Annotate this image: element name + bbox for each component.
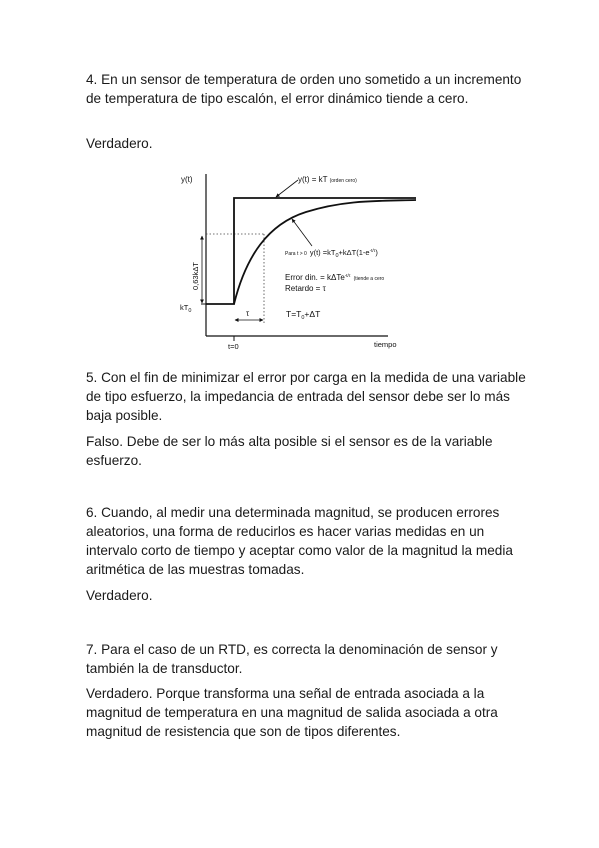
question-5-statement: 5. Con el fin de minimizar el error por carga en la medida de una variable de tipo esfuerzo, la impedancia de entrada del sensor debe ser lo más baja posible. — [86, 370, 526, 423]
dynamic-error-label: Error din. = kΔTe$^{-t/\tau}_{(tiende a cero}$ — [285, 273, 385, 282]
tau-label: τ — [246, 309, 250, 318]
question-7-statement: 7. Para el caso de un RTD, es correcta la denominación de sensor y también la de transductor. — [86, 642, 498, 676]
amplitude-label: 0,63kΔT — [191, 262, 200, 290]
question-6-statement: 6. Cuando, al medir una determinada magnitud, se producen errores aleatorios, una forma de reducirlos es hacer varias medidas en un intervalo corto de tiempo y aceptar como valor de la magnitud la media aritmética de las muestras tomadas. — [86, 505, 513, 577]
kt0-label: $kT_0$ — [180, 303, 192, 314]
question-4-statement: 4. En un sensor de temperatura de orden uno sometido a un incremento de temperatura de tipo escalón, el error dinámico tiende a cero. — [86, 72, 522, 106]
zero-order-response-label: y(t) = kT (orden cero) — [298, 175, 357, 184]
question-5-answer: Falso. Debe de ser lo más alta posible si el sensor es de la variable esfuerzo. — [86, 434, 493, 468]
x-axis-label: tiempo — [374, 340, 397, 349]
first-order-sensor-response-figure — [176, 160, 426, 356]
zero-order-arrow — [276, 180, 298, 197]
question-6-answer: Verdadero. — [86, 588, 153, 603]
response-equation: Para t > 0 $y(t) =kT_0+k\Delta T(1-e^{-t/\tau})$ — [285, 248, 378, 259]
t0-label: t=0 — [228, 342, 239, 351]
question-4-answer: Verdadero. — [86, 136, 153, 151]
delay-label: Retardo = τ — [285, 284, 326, 293]
temperature-step-label: $T=T_0+\Delta T$ — [286, 309, 321, 321]
response-equation-arrow — [292, 219, 312, 246]
question-7-answer: Verdadero. Porque transforma una señal de entrada asociada a la magnitud de temperatura en una magnitud de salida asociada a otra magnitud de resistencia que son de tipos diferentes. — [86, 686, 498, 739]
y-axis-label: y(t) — [181, 175, 193, 184]
